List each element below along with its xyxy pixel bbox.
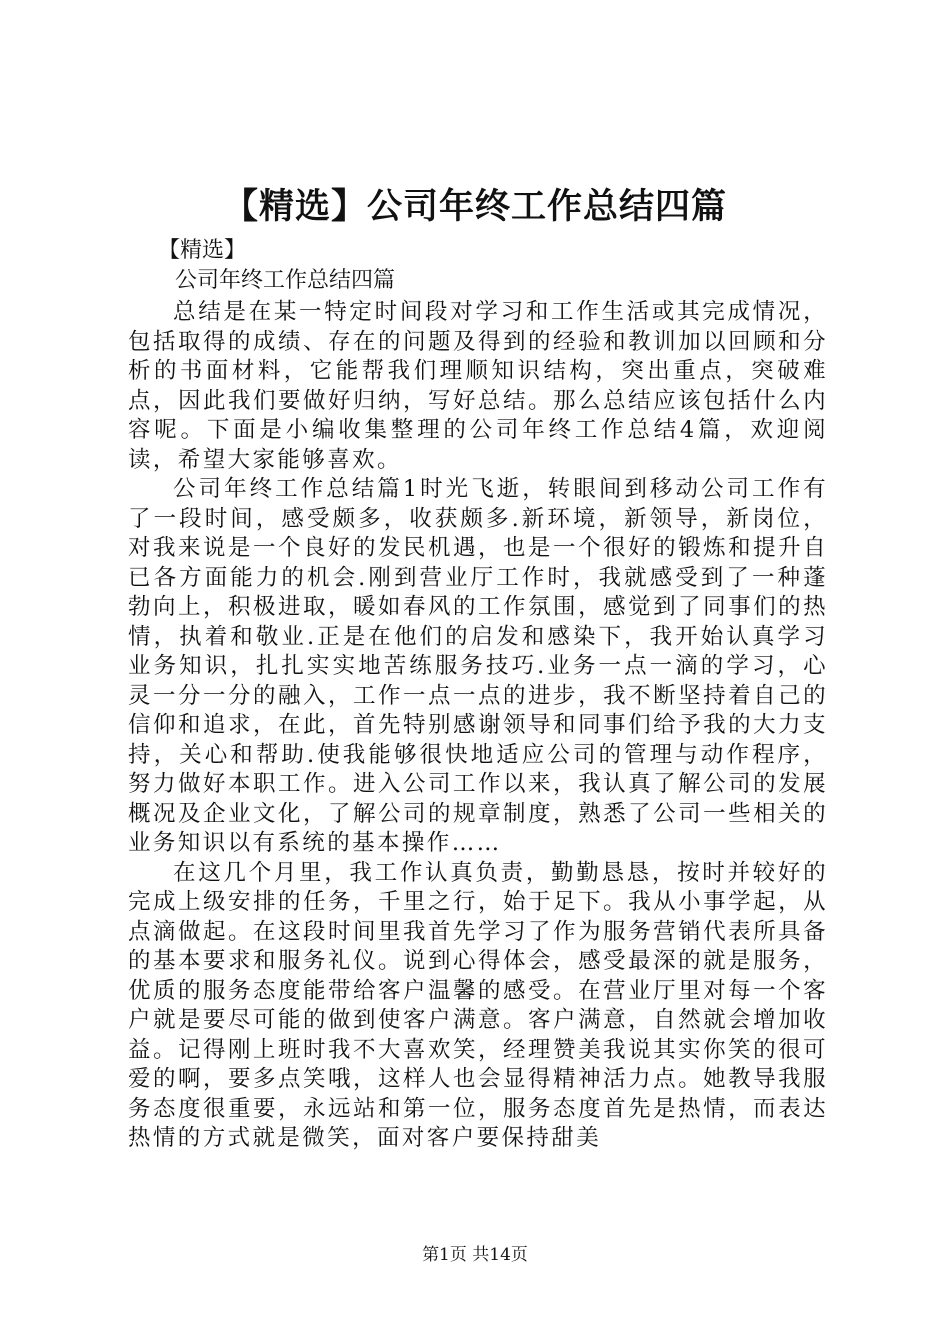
paragraph-section-2: 在这几个月里，我工作认真负责，勤勤恳恳，按时并较好的完成上级安排的任务，千里之行，始于足下。我从小事学起，从点滴做起。在这段时间里我首先学习了作为服务营销代表所具备的基本要求和服务礼仪。说到心得体会，感受最深的就是服务，优质的服务态度能带给客户温馨的感受。在营业厅里对每一个客户就是要尽可能的做到使客户满意。客户满意，自然就会增加收益。记得刚上班时我不大喜欢笑，经理赞美我说其实你笑的很可爱的啊，要多点笑哦，这样人也会显得精神活力点。她教导我服务态度很重要，永远站和第一位，服务态度首先是热情，而表达热情的方式就是微笑，面对客户要保持甜美 xyxy=(128,859,828,1151)
page-footer: 第1页 共14页 xyxy=(422,1245,528,1265)
subtitle: 公司年终工作总结四篇 xyxy=(175,268,396,293)
paragraph-intro: 总结是在某一特定时间段对学习和工作生活或其完成情况，包括取得的成绩、存在的问题及得到的经验和教训加以回顾和分析的书面材料，它能帮我们理顺知识结构，突出重点，突破难点，因此我们要做好归纳，写好总结。那么总结应该包括什么内容呢。下面是小编收集整理的公司年终工作总结4篇，欢迎阅读，希望大家能够喜欢。 xyxy=(128,299,828,473)
document-title: 【精选】公司年终工作总结四篇 xyxy=(222,186,727,227)
document-body xyxy=(128,298,828,1154)
subtitle-tag: 【精选】 xyxy=(158,238,247,263)
paragraph-section-1: 公司年终工作总结篇1时光飞逝，转眼间到移动公司工作有了一段时间，感受颇多，收获颇多.新环境，新领导，新岗位，对我来说是一个良好的发民机遇，也是一个很好的锻炼和提升自已各方面能力的机会.刚到营业厅工作时，我就感受到了一种蓬勃向上，积极进取，暖如春风的工作氛围，感觉到了同事们的热情，执着和敬业.正是在他们的启发和感染下，我开始认真学习业务知识，扎扎实实地苦练服务技巧.业务一点一滴的学习，心灵一分一分的融入，工作一点一点的进步，我不断坚持着自己的信仰和追求，在此，首先特别感谢领导和同事们给予我的大力支持，关心和帮助.使我能够很快地适应公司的管理与动作程序，努力做好本职工作。进入公司工作以来，我认真了解公司的发展概况及企业文化，了解公司的规章制度，熟悉了公司一些相关的业务知识以有系统的基本操作…… xyxy=(128,476,828,856)
